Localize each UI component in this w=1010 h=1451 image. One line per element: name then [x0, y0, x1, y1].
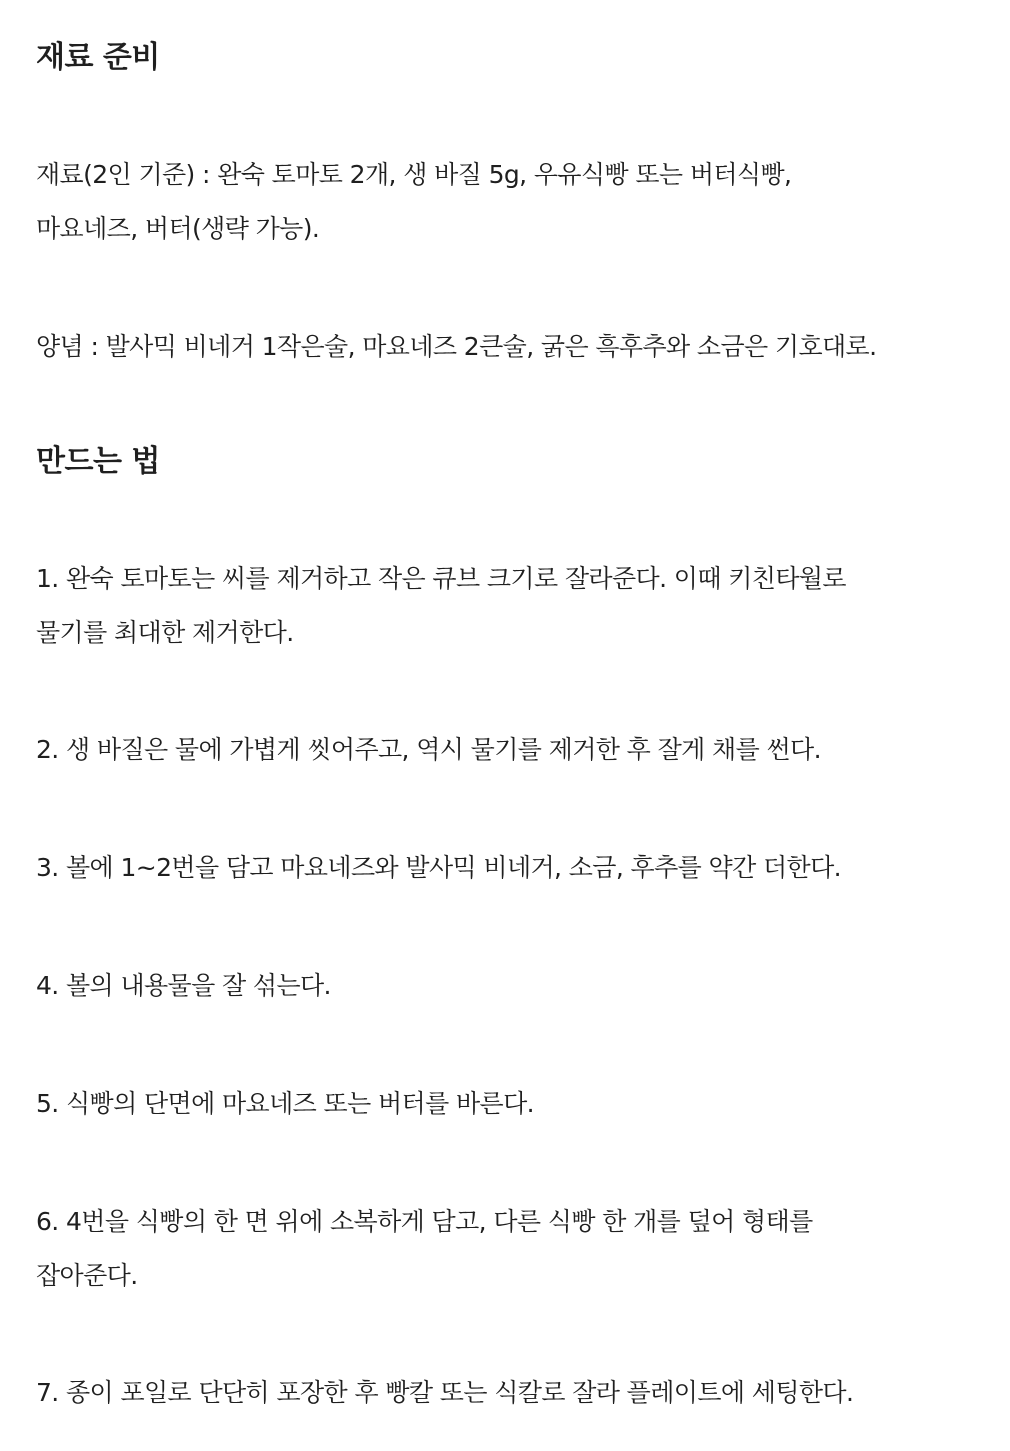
step-6: [36, 1195, 813, 1303]
ingredients-paragraph: [36, 148, 791, 256]
ingredients-heading: 재료 준비: [36, 40, 160, 75]
step-3: [36, 841, 841, 895]
step-3-line-1: 3. 볼에 1~2번을 담고 마요네즈와 발사믹 비네거, 소금, 후추를 약간 더한다.: [36, 853, 841, 882]
step-4: [36, 959, 331, 1013]
step-2-line-1: 2. 생 바질은 물에 가볍게 씻어주고, 역시 물기를 제거한 후 잘게 채를 썬다.: [36, 735, 821, 764]
seasoning-paragraph: [36, 320, 876, 374]
step-1-line-1: 1. 완숙 토마토는 씨를 제거하고 작은 큐브 크기로 잘라준다. 이때 키친타월로: [36, 564, 846, 593]
step-4-line-1: 4. 볼의 내용물을 잘 섞는다.: [36, 971, 331, 1000]
seasoning-line: 양념 : 발사믹 비네거 1작은술, 마요네즈 2큰술, 굵은 흑후추와 소금은 기호대로.: [36, 332, 877, 361]
step-7-line-1: 7. 종이 포일로 단단히 포장한 후 빵칼 또는 식칼로 잘라 플레이트에 세팅한다.: [36, 1378, 854, 1407]
step-6-line-2: 잡아준다.: [36, 1261, 138, 1290]
method-heading: 만드는 법: [36, 444, 160, 479]
step-5-line-1: 5. 식빵의 단면에 마요네즈 또는 버터를 바른다.: [36, 1089, 534, 1118]
step-1: [36, 552, 846, 660]
step-6-line-1: 6. 4번을 식빵의 한 면 위에 소복하게 담고, 다른 식빵 한 개를 덮어 형태를: [36, 1207, 813, 1236]
step-7: [36, 1366, 853, 1420]
step-1-line-2: 물기를 최대한 제거한다.: [36, 618, 294, 647]
ingredients-line-1: 재료(2인 기준) : 완숙 토마토 2개, 생 바질 5g, 우유식빵 또는 버터식빵,: [36, 160, 792, 189]
step-2: [36, 723, 821, 777]
ingredients-line-2: 마요네즈, 버터(생략 가능).: [36, 214, 320, 243]
step-5: [36, 1077, 534, 1131]
